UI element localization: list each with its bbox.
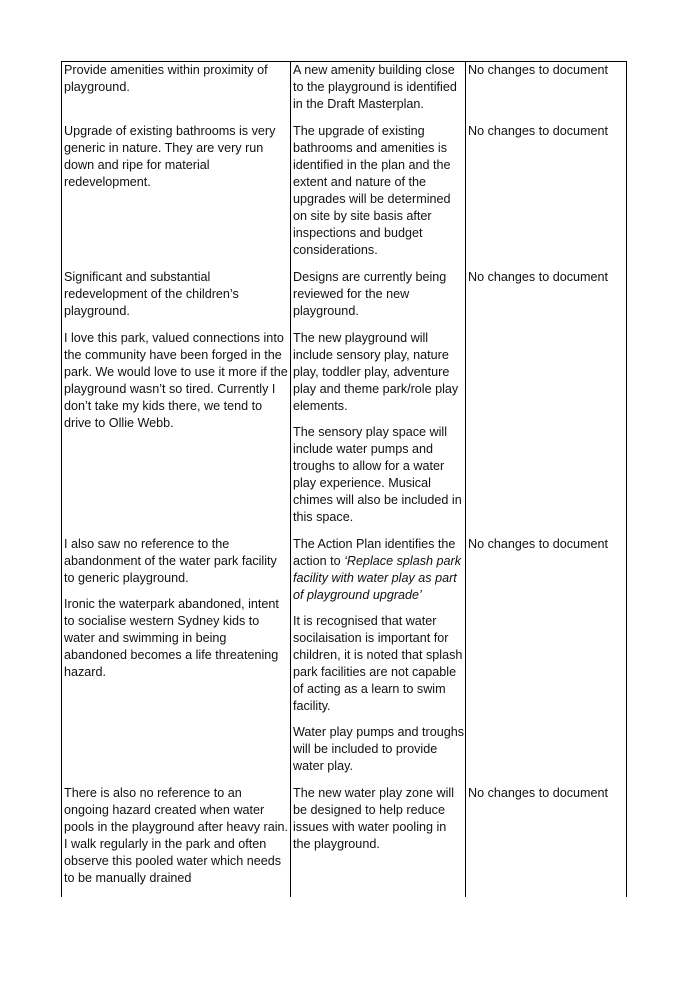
response-cell [291,123,466,269]
change-cell [466,123,627,269]
response-cell [291,785,466,897]
comment-text: I love this park, valued connections into the community have been forged in the park. We would love to use it more if the playground wasn’t so tired. Currently I don’t take my kids there, we tend to drive to Ollie Webb. [64,331,288,430]
comment-cell [62,536,291,785]
comment-cell [62,269,291,330]
comment-text: There is also no reference to an ongoing hazard created when water pools in the playground after heavy rain. I walk regularly in the park and often observe this pooled water which needs to be manually drained [64,786,289,885]
change-cell [466,62,627,124]
change-text: No changes to document [468,786,609,800]
comment-text: Provide amenities within proximity of playground. [64,63,268,94]
table-row [62,536,627,785]
table-row [62,123,627,269]
response-cell [291,536,466,785]
response-text: The new playground will include sensory play, nature play, toddler play, adventure play and theme park/role play elements. [293,331,459,413]
comment-text: Ironic the waterpark abandoned, intent to socialise western Sydney kids to water and swimming in being abandoned becomes a life threatening hazard. [64,597,279,679]
response-text: A new amenity building close to the playground is identified in the Draft Masterplan. [293,63,457,111]
comment-cell [62,330,291,536]
response-text: It is recognised that water socilaisation is important for children, it is noted that splash park facilities are not capable of acting as a learn to swim facility. [293,614,463,713]
response-text: The upgrade of existing bathrooms and amenities is identified in the plan and the extent and nature of the upgrades will be determined on site by site basis after inspections and budget considerations. [293,124,451,257]
change-cell [466,269,627,330]
comment-text: Significant and substantial redevelopment of the children’s playground. [64,270,239,318]
change-cell [466,536,627,785]
change-cell [466,785,627,897]
response-text: The new water play zone will be designed to help reduce issues with water pooling in the playground. [293,786,454,851]
response-text [293,536,465,604]
table-row [62,269,627,330]
response-intro: The Action Plan identifies the action to [293,537,456,568]
action-plan-quote: ‘Replace splash park facility with water play as part of playground upgrade’ [293,554,462,602]
table-row [62,330,627,536]
comment-cell [62,62,291,124]
response-text: Designs are currently being reviewed for the new playground. [293,270,447,318]
response-cell [291,269,466,330]
table-row [62,62,627,124]
change-text: No changes to document [468,270,609,284]
comment-text: I also saw no reference to the abandonment of the water park facility to generic playground. [64,537,277,585]
change-cell [466,330,627,536]
response-cell [291,330,466,536]
comment-text: Upgrade of existing bathrooms is very generic in nature. They are very run down and ripe for material redevelopment. [64,124,276,189]
change-text: No changes to document [468,537,609,551]
comment-cell [62,785,291,897]
consultation-response-table [61,61,627,897]
response-text: The sensory play space will include water pumps and troughs to allow for a water play experience. Musical chimes will also be included in this space. [293,425,462,524]
table-row [62,785,627,897]
response-text: Water play pumps and troughs will be included to provide water play. [293,725,465,773]
response-cell [291,62,466,124]
comment-cell [62,123,291,269]
change-text: No changes to document [468,63,609,77]
change-text: No changes to document [468,124,609,138]
